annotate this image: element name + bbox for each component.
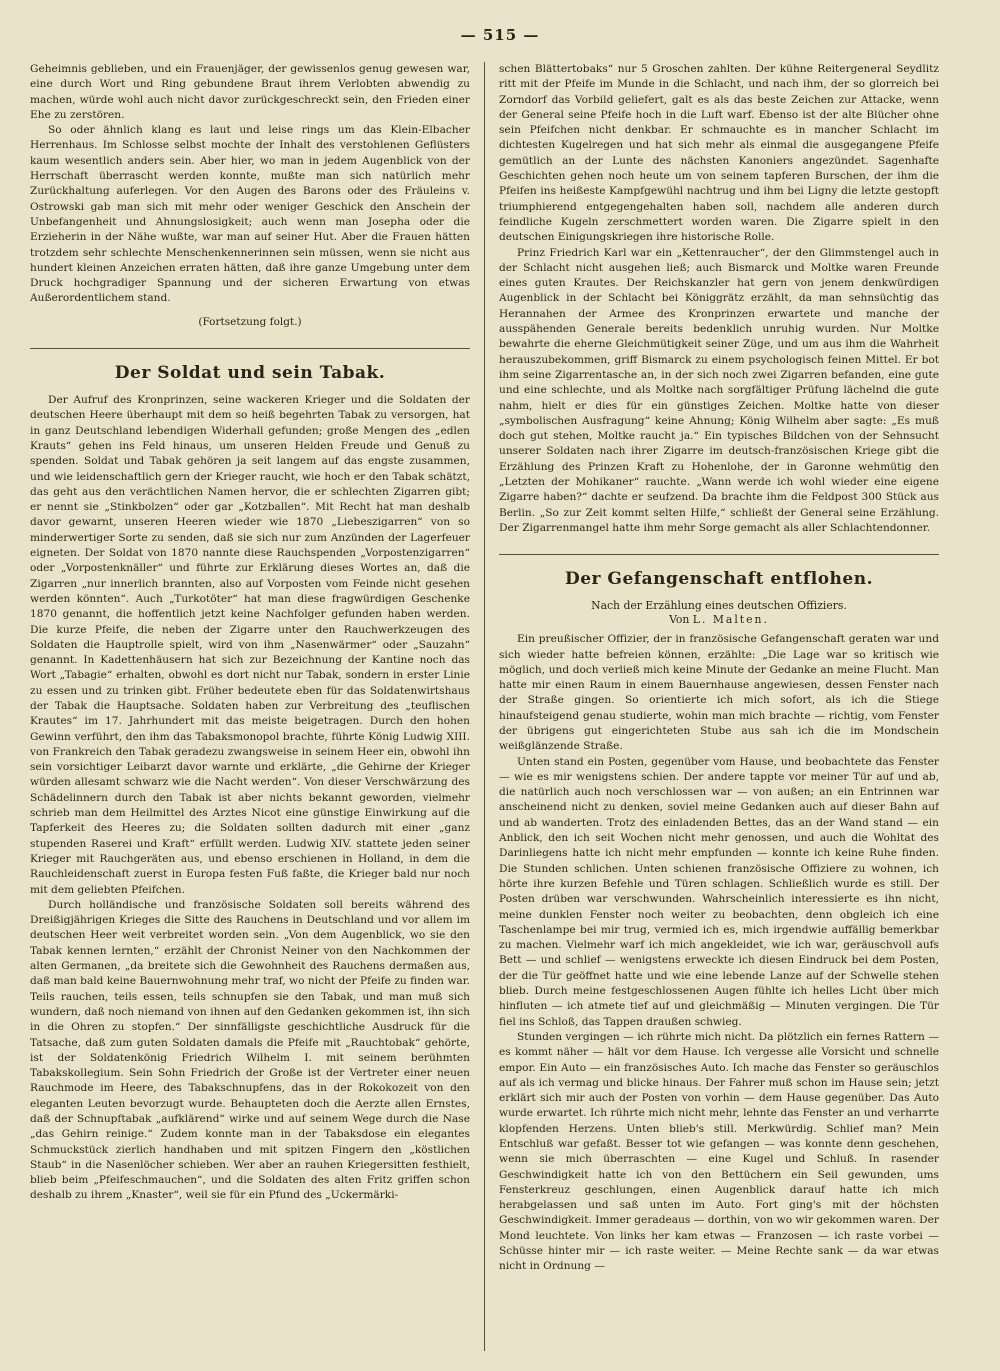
article-paragraph: Ein preußischer Offizier, der in französische Gefangenschaft geraten war und sich wieder hatte befreien können, erzählte: „Die Lage war so kritisch wie möglich, und doch verließ mich keine Minute der Gedanke an meine Flucht. Man hatte mir einen Raum in einem Bauernhause angewiesen, dessen Fenster nach der Straße gingen. So orientierte ich mich sofort, als ich die Stiege hinaufsteigend genau studierte, wohin man mich brachte — richtig, vom Fenster der übrigens gut eingerichteten Stube aus sah ich die im Mondschein weißglänzende Straße. — [499, 633, 939, 753]
section-divider — [30, 348, 470, 349]
article-paragraph: Der Aufruf des Kronprinzen, seine wackeren Krieger und die Soldaten der deutschen Heere überhaupt mit dem so heiß begehrten Tabak zu versorgen, hat in ganz Deutschland lebendigen Widerhall gefunden; große Mengen des „edlen Krauts“ gehen ins Feld hinaus, um unseren Helden Freude und Genuß zu spenden. Soldat und Tabak gehören ja seit langem auf das engste zusammen, und wie leidenschaftlich gern der Krieger raucht, wie hoch er den Tabak schätzt, das geht aus den verächtlichen Namen hervor, die er schlechten Zigarren gibt; er nennt sie „Stinkbolzen“ oder gar „Kotzballen“. Mit Recht hat man deshalb davor gewarnt, unseren Heeren wieder wie 1870 „Liebeszigarren“ von so minderwertiger Sorte zu senden, daß sie sich nur zum Anzünden der Lagerfeuer eigneten. Der Soldat von 1870 nannte diese Rauchspenden „Vorpostenzigarren“ oder „Vorpostenknäller“ und führte zur Erklärung dieses Wortes an, daß die Zigarren „nur innerlich brannten, also auf Vorposten vom Feinde nicht gesehen werden könnten“. Auch „Turkotöter“ hat man diese fragwürdigen Geschenke 1870 genannt, die hoffentlich jetzt keine Nachfolger gefunden haben werden. Die kurze Pfeife, die neben der Zigarre unter den Rauchwerkzeugen des Soldaten die Hauptrolle spielt, wird von ihm „Nasenwärmer“ oder „Sauzahn“ genannt. In Kadettenhäusern hat sich zur Bezeichnung der Kantine noch das Wort „Tabagie“ erhalten, obwohl es dort nicht nur Tabak, sondern in erster Linie zu essen und zu trinken gibt. Früher bedeutete eben für das Soldatenwirtshaus der Tabak die Hauptsache. Soldaten haben zur Verbreitung des „teuflischen Krautes“ im 17. Jahrhundert mit das meiste beigetragen. Durch den hohen Gewinn verführt, den ihm das Tabaksmonopol brachte, führte König Ludwig XIII. von Frankreich den Tabak geradezu zwangsweise in seinem Heer ein, obwohl ihn sein vorsichtiger Leibarzt davor warnte und erklärte, „die Gehirne der Krieger würden allesamt schwarz wie die Nacht werden“. Von dieser Verschwärzung des Schädelinnern durch den Tabak ist aber nichts bekannt geworden, vielmehr schrieb man dem Heilmittel des Arztes Nicot eine günstige Einwirkung auf die Tapferkeit des Heeres zu; die Soldaten sollten dadurch mit einer „ganz stupenden Raserei und Kraft“ erfüllt werden. Ludwig XIV. stattete jeden seiner Krieger mit Rauchgeräten aus, und ebenso erschienen in Holland, in dem die Rauchleidenschaft zuerst in Europa festen Fuß faßte, die Krieger bald nur noch mit dem geliebten Pfeifchen. — [30, 394, 470, 896]
author-name: L. Malten. — [692, 613, 769, 627]
left-column — [30, 62, 484, 1351]
continuation-note: (Fortsetzung folgt.) — [198, 315, 302, 328]
article-title-escape: Der Gefangenschaft entflohen. — [565, 569, 873, 590]
two-column-layout — [30, 62, 974, 1351]
article-author — [499, 613, 939, 626]
article-paragraph: Stunden vergingen — ich rührte mich nicht. Da plötzlich ein fernes Rattern — es kommt näher — hält vor dem Hause. Ich vergesse alle Vorsicht und schnelle empor. Ein Auto — ein französisches Auto. Ich mache das Fenster so geräuschlos auf als ich vermag und blicke hinaus. Der Fahrer muß schon im Hause sein; jetzt erklärt sich mir auch der Posten von vorhin — dem Hause gegenüber. Das Auto wurde erwartet. Ich rührte mich nicht mehr, lehnte das Fenster an und verharrte klopfenden Herzens. Unten blieb's still. Merkwürdig. Schlief man? Mein Entschluß war gefaßt. Besser tot wie gefangen — was konnte denn geschehen, wenn sie mich überraschten — eine Kugel und Schluß. In rasender Geschwindigkeit hatte ich von den Bettüchern ein Seil gewunden, ums Fensterkreuz geschlungen, einen Augenblick darauf hatte ich mich herabgelassen und saß unten im Auto. Fort ging's mit der höchsten Geschwindigkeit. Immer geradeaus — dorthin, von wo wir gekommen waren. Der Mond leuchtete. Von links her kam etwas — Franzosen — ich raste vorbei — Schüsse hinter mir — ich raste weiter. — Meine Rechte sank — da war etwas nicht in Ordnung — — [499, 1030, 939, 1273]
article-subtitle: Nach der Erzählung eines deutschen Offiziers. — [591, 599, 847, 613]
article-paragraph: schen Blättertobaks“ nur 5 Groschen zahlten. Der kühne Reitergeneral Seydlitz ritt mit der Pfeife im Munde in die Schlacht, und nach ihm, der so glorreich bei Zorndorf das Vorbild geliefert, galt es als das beste Zeichen zur Attacke, wenn der General seine Pfeife hoch in die Luft warf. Ebenso ist der alte Blücher ohne sein Pfeifchen nicht denkbar. Er schmauchte es in mancher Schlacht im dichtesten Kugelregen und hat sich mehr als einmal die ausgegangene Pfeife gemütlich an der Lunte des nächsten Kanoniers angezündet. Sagenhafte Geschichten gehen noch heute um von seinem tapferen Burschen, der ihm die Pfeifen ins heißeste Kampfgewühl nachtrug und ihm bei Ligny die letzte gestopft triumphierend entgegengehalten haben soll, nachdem alle anderen durch feindliche Kugeln zerschmettert worden waren. Die Zigarre spielt in den deutschen Einigungskriegen ihre historische Rolle. — [499, 63, 939, 244]
article-paragraph: Durch holländische und französische Soldaten soll bereits während des Dreißigjährigen Krieges die Sitte des Rauchens in Deutschland und vor allem im deutschen Heer weit verbreitet worden sein. „Von dem Augenblick, wo sie den Tabak kennen lernten,“ erzählt der Chronist Neiner von den Nachkommen der alten Germanen, „da breitete sich die Gewohnheit des Rauchens dermaßen aus, daß man bald keine Bauernwohnung mehr traf, wo nicht der Pfeife zu finden war. Teils rauchen, teils essen, teils schnupfen sie den Tabak, und man muß sich wundern, daß noch niemand von ihnen auf den Gedanken gekommen ist, ihn sich in die Ohren zu stopfen.“ Der sinnfälligste geschichtliche Ausdruck für die Tatsache, daß zum guten Soldaten damals die Pfeife mit „Rauchtobak“ gehörte, ist der Soldatenkönig Friedrich Wilhelm I. mit seinem berühmten Tabakskollegium. Sein Sohn Friedrich der Große ist der Vertreter einer neuen Rauchmode im Heere, des Tabakschnupfens, das in der Rokokozeit von den eleganten Leuten bevorzugt wurde. Behaupteten doch die Aerzte allen Ernstes, daß der Schnupftabak „aufklärend“ wirke und auf seinem Wege durch die Nase „das Gehirn reinige.“ Zudem konnte man in der Tabaksdose ein elegantes Schmuckstück zierlich handhaben und mit spitzen Fingern den „köstlichen Staub“ in die Nasenlöcher schieben. Wer aber an rauhen Kriegersitten festhielt, blieb beim „Pfeifeschmauchen“, und die Soldaten des alten Fritz griffen schon deshalb zu ihrem „Knaster“, weil sie für ein Pfund des „Uckermärki- — [30, 898, 470, 1202]
serial-paragraph: Geheimnis geblieben, und ein Frauenjäger, der gewissenlos genug gewesen war, eine durch Wort und Ring gebundene Braut ihrem Verlobten abwendig zu machen, würde wohl auch nicht davor zurückgeschreckt sein, den Frieden einer Ehe zu zerstören. — [30, 63, 470, 121]
article-paragraph: Prinz Friedrich Karl war ein „Kettenraucher“, der den Glimmstengel auch in der Schlacht nicht ausgehen ließ; auch Bismarck und Moltke waren Freunde eines guten Krautes. Der Reichskanzler hat gern von jenem denkwürdigen Augenblick in der Schlacht bei Königgrätz erzählt, da man sehnsüchtig das Herannahen der Armee des Kronprinzen erwartete und manche der ausspähenden Generale bereits bedenklich unruhig wurden. Nur Moltke bewahrte die eherne Gleichmütigkeit seiner Züge, und um aus ihm die Wahrheit herauszubekommen, griff Bismarck zu einem psychologisch feinen Mittel. Er bot ihm seine Zigarrentasche an, in der sich noch zwei Zigarren befanden, eine gute und eine schlechte, und als Moltke nach sorgfältiger Prüfung lächelnd die gute nahm, hielt er dies für ein günstiges Zeichen. Moltke hatte von dieser „symbolischen Ausfragung“ keine Ahnung; König Wilhelm aber sagte: „Es muß doch gut stehen, Moltke raucht ja.“ Ein typisches Bildchen von der Sehnsucht unserer Soldaten nach ihrer Zigarre im deutsch-französischen Kriege gibt die Erzählung des Prinzen Kraft zu Hohenlohe, der in Garonne wehmütig den „Letzten der Mohikaner“ rauchte. „Wann werde ich wohl wieder eine eigene Zigarre haben?“ dachte er seufzend. Da brachte ihm die Feldpost 300 Stück aus Berlin. „So zur Zeit kommt selten Hilfe,“ schließt der General seine Erzählung. Der Zigarrenmangel hatte ihm mehr Sorge gemacht als aller Schlachtendonner. — [499, 246, 939, 534]
section-divider — [499, 554, 939, 555]
serial-paragraph: So oder ähnlich klang es laut und leise rings um das Klein-Elbacher Herrenhaus. Im Schlosse selbst mochte der Inhalt des verstohlenen Geflüsters kaum wesentlich anders sein. Aber hier, wo man in jedem Augenblick von der Herrschaft überrascht werden konnte, mußte man sich natürlich mehr Zurückhaltung auferlegen. Vor den Augen des Barons oder des Fräuleins v. Ostrowski gab man sich mit mehr oder weniger Geschick den Anschein der Unbefangenheit und Ahnungslosigkeit; auch wenn man Josepha oder die Erzieherin in der Nähe wußte, war man auf seiner Hut. Aber die Frauen hätten trotzdem sehr schlechte Menschenkennerinnen sein müssen, wenn sie nicht aus hundert kleinen Anzeichen erraten hätten, daß ihre ganze Umgebung unter dem Druck hochgradiger Spannung und der sicheren Erwartung von etwas Außerordentlichem stand. — [30, 124, 470, 305]
right-column — [485, 62, 939, 1351]
article-title-soldier-tobacco: Der Soldat und sein Tabak. — [114, 363, 386, 384]
article-paragraph: Unten stand ein Posten, gegenüber vom Hause, und beobachtete das Fenster — wie es mir wenigstens schien. Der andere tappte vor meiner Tür auf und ab, die natürlich auch noch verschlossen war — von außen; an ein Entrinnen war anscheinend nicht zu denken, soviel meine Gedanken auch auf dieser Bahn auf und ab wanderten. Trotz des einladenden Bettes, das an der Wand stand — ein Anblick, den ich seit Wochen nicht mehr genossen, und auch die Wohltat des Darinliegens hatte ich nicht mehr empfunden — konnte ich keine Ruhe finden. Die Stunden schlichen. Unten schienen französische Offiziere zu wohnen, ich hörte ihre kurzen Befehle und Türen schlagen. Schließlich wurde es still. Der Posten drüben war verschwunden. Wahrscheinlich interessierte es ihn nicht, meine dunklen Fenster noch weiter zu beobachten, denn obgleich ich eine Taschenlampe bei mir trug, vermied ich es, mich irgendwie auffällig bemerkbar zu machen. Vielmehr warf ich mich angekleidet, wie ich war, geräuschvoll aufs Bett — und schlief — wenigstens erweckte ich diesen Eindruck bei dem Posten, der die Tür geöffnet hatte und wie eine lebende Lanze auf der Schwelle stehen blieb. Durch meine festgeschlossenen Augen fühlte ich helles Licht über mich hinfluten — ich atmete tief auf und gleichmäßig — Minuten vergingen. Die Tür fiel ins Schloß, das Tappen draußen schwieg. — [499, 755, 939, 1028]
page-number: — 515 — — [460, 26, 540, 44]
author-prefix: Von — [669, 613, 690, 627]
